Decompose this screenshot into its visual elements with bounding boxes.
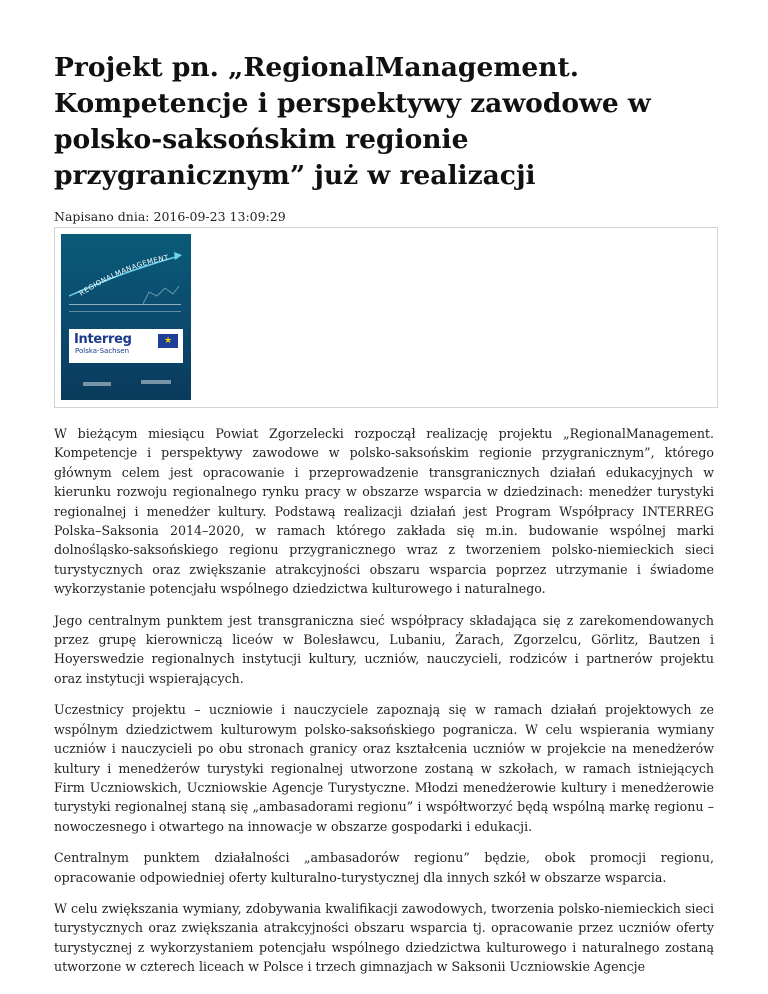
body-paragraph: W celu zwiększania wymiany, zdobywania kwalifikacji zawodowych, tworzenia polsko-niemieckich sieci turystycznych oraz zwiększania atrakcyjności obszaru wsparcia tj. opracowanie przez uczniów oferty turystycznej z wykorzystaniem potencjału wspólnego dziedzictwa kulturowego i naturalnego zostaną utworzone w czterech liceach w Polsce i trzech gimnazjach w Saksonii Uczniowskie Agencje (54, 900, 714, 975)
article-title: Projekt pn. „RegionalManagement. Kompetencje i perspektywy zawodowe w polsko-saksońskim regionie przygranicznym” już w realizacji (54, 52, 651, 191)
body-paragraph: Jego centralnym punktem jest transgraniczna sieć współpracy składająca się z zarekomendowanych przez grupę kierowniczą liceów w Bolesławcu, Lubaniu, Żarach, Zgorzelcu, Görlitz, Bautzen i Hoyerswedzie regionalnych instytucji kultury, uczniów, nauczycieli, rodziców i partnerów projektu oraz instytucji wspierających. (54, 612, 714, 686)
cover-subtitle-lines (69, 304, 181, 312)
cover-footer-mark-right (141, 380, 171, 384)
eu-flag-icon (158, 334, 178, 348)
publish-date: Napisano dnia: 2016-09-23 13:09:29 (54, 209, 286, 224)
body-paragraph: W bieżącym miesiącu Powiat Zgorzelecki rozpoczął realizację projektu „RegionalManagement. Kompetencje i perspektywy zawodowe w polsko-saksońskim regionie przygranicznym”, którego głównym celem jest opracowanie i przeprowadzenie transgranicznych działań edukacyjnych w kierunku rozwoju regionalnego rynku pracy w obszarze wsparcia w dziedzinach: menedżer turystyki regionalnej i menedżer kultury. Podstawą realizacji działań jest Program Współpracy INTERREG Polska–Saksonia 2014–2020, w ramach którego zakłada się m.in. budowanie wspólnej marki dolnośląsko-saksońskiego regionu przygranicznego wraz z tworzeniem polsko-niemieckich sieci turystycznych oraz zwiększanie atrakcyjności obszaru wsparcia poprzez utrzymanie i świadome wykorzystanie potencjału wspólnego dziedzictwa kulturowego i naturalnego. (54, 426, 714, 597)
logo-sub-text: Polska-Sachsen (75, 347, 130, 355)
arrow-head-icon (174, 252, 182, 260)
cover-arc-text: REGIONALMANAGEMENT (77, 253, 170, 298)
logo-main-text: Interreg (74, 332, 132, 347)
map-outline (143, 286, 179, 304)
body-paragraph: Uczestnicy projektu – uczniowie i nauczyciele zapoznają się w ramach działań projektowych ze wspólnym dziedzictwem kulturowym polsko-saksońskiego pogranicza. W celu wspierania wymiany uczniów i nauczycieli po obu stronach granicy oraz kształcenia uczniów w projekcie na menedżerów kultury i menedżerów turystyki regionalnej utworzone zostaną w szkołach, w ramach istniejących Firm Uczniowskich, Uczniowskie Agencje Turystyczne. Młodzi menedżerowie kultury i menedżerowie turystyki regionalnej staną się „ambasadorami regionu” i współtworzyć będą wspólną markę regionu – nowoczesnego i otwartego na innowacje w obszarze gospodarki i edukacji. (54, 702, 714, 834)
article-image-frame (54, 227, 718, 408)
cover-footer-mark-left (83, 382, 111, 386)
body-paragraph: Centralnym punktem działalności „ambasadorów regionu” będzie, obok promocji regionu, opracowanie odpowiedniej oferty kulturalno-turystycznej dla innych szkół w obszarze wsparcia. (54, 850, 714, 885)
brochure-cover-image (61, 234, 191, 400)
eu-stars: ★ (163, 336, 173, 346)
cover-graphic (61, 234, 191, 400)
article-body (54, 424, 714, 977)
interreg-logo (69, 329, 183, 363)
